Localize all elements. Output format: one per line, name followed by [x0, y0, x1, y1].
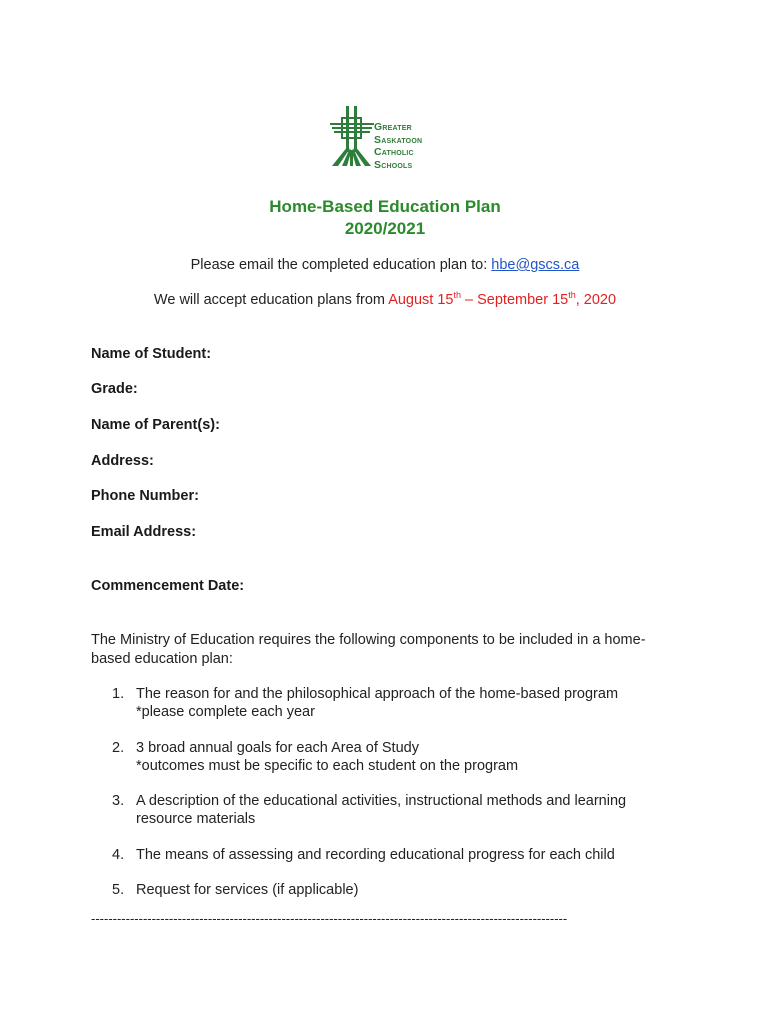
- title-line: Home-Based Education Plan: [269, 197, 501, 216]
- list-text: Request for services (if applicable): [136, 882, 359, 898]
- logo-line: Catholic: [374, 146, 414, 158]
- list-text: The means of assessing and recording educational progress for each child: [136, 847, 615, 863]
- accept-dates-line: [0, 292, 770, 308]
- list-item: [112, 685, 672, 721]
- grade-label: Grade:: [91, 381, 138, 397]
- year: , 2020: [575, 292, 617, 308]
- email-instruction-text: Please email the completed education plan to:: [190, 257, 492, 273]
- list-text: The reason for and the philosophical approach of the home-based program: [136, 686, 619, 702]
- list-note: *outcomes must be specific to each student on the program: [136, 758, 519, 774]
- list-item: [112, 792, 672, 828]
- phone-label: Phone Number:: [91, 488, 199, 504]
- list-number: 1.: [112, 686, 125, 702]
- intro-line: The Ministry of Education requires the following components to be included in a home-: [91, 632, 646, 648]
- logo-line: Greater: [374, 121, 412, 133]
- list-text: A description of the educational activities, instructional methods and learning: [136, 793, 627, 809]
- list-text: resource materials: [136, 811, 256, 827]
- title-year: 2020/2021: [344, 219, 426, 238]
- end-date: – September 15: [461, 292, 569, 308]
- ministry-intro: [91, 631, 671, 669]
- gscs-logo: [330, 106, 440, 171]
- date-range: [388, 292, 616, 308]
- logo-wordmark: [374, 121, 422, 171]
- end-date-suffix: th: [568, 290, 576, 301]
- list-number: 5.: [112, 882, 125, 898]
- list-item: [112, 846, 672, 864]
- list-note: *please complete each year: [136, 704, 315, 720]
- document-title: [0, 196, 770, 240]
- list-item: [112, 739, 672, 775]
- student-name-label: Name of Student:: [91, 346, 212, 362]
- list-item: [112, 881, 672, 899]
- intro-line: based education plan:: [91, 651, 233, 667]
- cross-logo-icon: [330, 106, 374, 168]
- email-instruction: [0, 257, 770, 273]
- email-link[interactable]: hbe@gscs.ca: [491, 257, 580, 273]
- logo-line: Schools: [374, 158, 413, 171]
- list-number: 2.: [112, 740, 125, 756]
- address-label: Address:: [91, 453, 154, 469]
- dates-prefix: We will accept education plans from: [153, 292, 389, 308]
- list-number: 3.: [112, 793, 125, 809]
- start-date: August 15: [388, 292, 454, 308]
- email-address-label: Email Address:: [91, 524, 197, 540]
- separator-line: --------------------------------------------------------------------------------------------------------------: [91, 911, 568, 926]
- commencement-date-label: Commencement Date:: [91, 578, 245, 594]
- list-text: 3 broad annual goals for each Area of Study: [136, 740, 419, 756]
- start-date-suffix: th: [453, 290, 462, 301]
- list-number: 4.: [112, 847, 125, 863]
- parents-label: Name of Parent(s):: [91, 417, 220, 433]
- logo-line: Saskatoon: [374, 133, 423, 146]
